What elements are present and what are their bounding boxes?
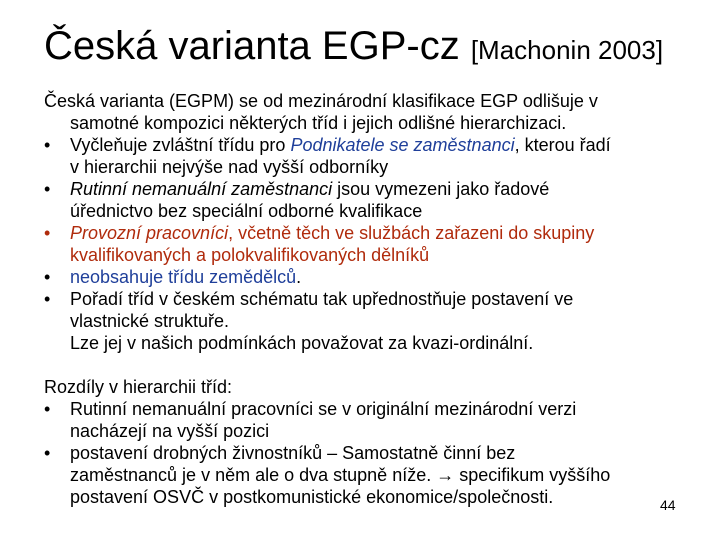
bullet-dot: • [44,135,51,155]
bullet-text: Rutinní nemanuální pracovníci se v originální mezinárodní verzi [70,399,577,419]
highlight-service-workers: Provozní pracovníci [70,223,229,243]
bullet-item [44,266,694,288]
title-main: Česká varianta EGP-cz [44,24,460,68]
intro-line: samotné kompozici některých tříd i jejich odlišné hierarchizaci. [70,113,567,133]
bullet-item [44,134,694,178]
diff-heading: Rozdíly v hierarchii tříd: [44,377,233,397]
bullet-text: , kterou řadí [514,135,611,155]
bullet-dot: • [44,399,51,419]
bullet-item [44,222,694,266]
bullet-text: kvalifikovaných a polokvalifikovaných dělníků [70,245,430,265]
highlight-entrepreneurs: Podnikatele se zaměstnanci [290,135,515,155]
bullet-text: Lze jej v našich podmínkách považovat za kvazi-ordinální. [70,333,534,353]
bullet-text: Pořadí tříd v českém schématu tak upřednostňuje postavení ve [70,289,574,309]
bullet-dot: • [44,443,51,463]
bullet-dot: • [44,289,51,309]
bullet-text: , včetně těch ve službách zařazeni do skupiny [228,223,595,243]
bullet-dot: • [44,267,51,287]
highlight-routine-clerks: Rutinní nemanuální zaměstnanci [70,179,333,199]
bullet-item [44,398,694,442]
bullet-text: v hierarchii nejvýše nad vyšší odborníky [70,157,389,177]
bullet-item [44,288,694,354]
bullet-text: zaměstnanců je v něm ale o dva stupně níže. → specifikum vyššího [70,465,611,485]
bullet-dot: • [44,223,51,243]
page-number: 44 [660,497,676,513]
slide-title [44,20,663,76]
bullet-text: nacházejí na vyšší pozici [70,421,270,441]
highlight-no-farmers: neobsahuje třídu zemědělců [70,267,297,287]
bullet-text: vlastnické struktuře. [70,311,230,331]
bullet-text: postavení drobných živnostníků – Samostatně činní bez [70,443,516,463]
bullet-text: Vyčleňuje zvláštní třídu pro [70,135,291,155]
bullet-text: . [296,267,302,287]
bullet-item [44,442,694,508]
spacer [44,354,694,376]
slide-body [44,90,694,508]
bullet-text: jsou vymezeni jako řadové [332,179,550,199]
bullet-dot: • [44,179,51,199]
bullet-text: úřednictvo bez speciální odborné kvalifikace [70,201,423,221]
bullet-text: postavení OSVČ v postkomunistické ekonomice/společnosti. [70,487,554,507]
bullet-item [44,178,694,222]
intro-line: Česká varianta (EGPM) se od mezinárodní klasifikace EGP odlišuje v [44,91,598,111]
title-citation: [Machonin 2003] [470,35,664,65]
